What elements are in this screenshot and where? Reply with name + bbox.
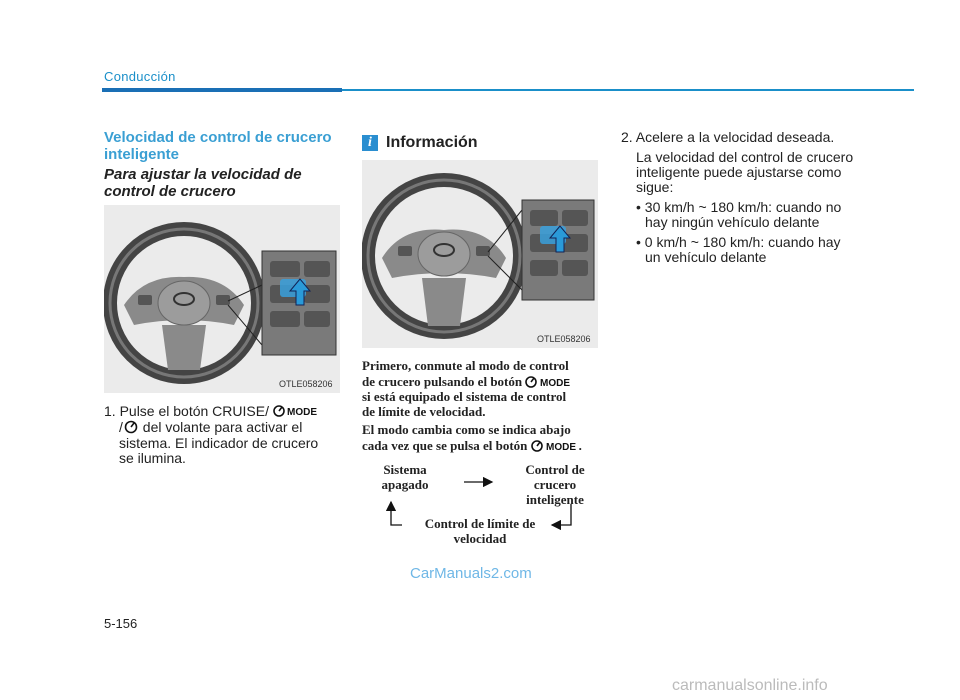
para1-text-b: de crucero pulsando el botón — [362, 374, 523, 389]
state-off-line1: Sistema — [383, 462, 427, 477]
step1-line3: sistema. El indicador de crucero — [119, 435, 319, 451]
info-icon: i — [362, 135, 378, 151]
step2-title: 2. Acelere a la velocidad deseada. — [621, 129, 835, 145]
para2-text-b: cada vez que se pulsa el botón — [362, 438, 528, 453]
subsection-heading: Para ajustar la velocidad de control de crucero — [104, 166, 302, 200]
step2-desc-line2: inteligente puede ajustarse como — [636, 164, 842, 180]
figure-code: OTLE058206 — [279, 379, 333, 389]
bullet1-line2: hay ningún vehículo delante — [645, 214, 820, 230]
para2-period: . — [578, 438, 582, 453]
watermark-link[interactable]: CarManuals2.com — [410, 565, 532, 582]
steering-wheel-icon — [362, 160, 598, 348]
steering-wheel-figure-middle — [362, 160, 598, 348]
info-title: Información — [386, 134, 478, 151]
state-off-line2: apagado — [381, 477, 429, 492]
state-scc-line1: Control de — [525, 462, 585, 477]
svg-text:MODE: MODE — [286, 407, 317, 418]
step1-text-a: 1. Pulse el botón CRUISE/ — [104, 403, 269, 420]
bullet2-line2: un vehículo delante — [645, 249, 767, 265]
cruise-mode-icon — [531, 439, 579, 456]
page-number: 5-156 — [104, 616, 138, 631]
para2-line2 — [362, 438, 582, 456]
steering-wheel-icon — [104, 205, 340, 393]
state-scc-line3: inteligente — [526, 492, 584, 507]
section-title: Conducción — [104, 69, 176, 84]
figure-code: OTLE058206 — [537, 334, 591, 344]
para2-line1: El modo cambia como se indica abajo — [362, 422, 571, 437]
state-limit-line1: Control de límite de — [424, 516, 536, 531]
steering-wheel-figure-left — [104, 205, 340, 393]
section-heading: Velocidad de control de crucero inteligente — [104, 129, 332, 163]
header-rule-light — [342, 89, 914, 91]
arrow-scc-to-limit — [552, 504, 571, 525]
mode-cycle-arrows — [360, 455, 600, 545]
bullet1-line1: • 30 km/h ~ 180 km/h: cuando no — [636, 199, 842, 215]
step2-desc-line3: sigue: — [636, 179, 674, 195]
step1-line4: se ilumina. — [119, 450, 186, 466]
state-scc-line2: crucero — [533, 477, 577, 492]
arrow-limit-to-off — [391, 502, 402, 525]
footer-watermark: carmanualsonline.info — [672, 677, 828, 694]
svg-text:MODE: MODE — [540, 377, 571, 389]
bullet2-line1: • 0 km/h ~ 180 km/h: cuando hay — [636, 234, 841, 250]
para1-line1: Primero, conmute al modo de control — [362, 358, 569, 373]
header-rule-dark — [102, 88, 342, 92]
step1-text-b: / — [119, 419, 123, 436]
svg-text:MODE: MODE — [545, 441, 576, 453]
state-limit-line2: velocidad — [453, 531, 507, 546]
para1-line3: si está equipado el sistema de control — [362, 389, 567, 404]
step2-desc-line1: La velocidad del control de crucero — [636, 149, 854, 165]
para1-line4: de límite de velocidad. — [362, 404, 486, 419]
step1-text-c: del volante para activar el — [138, 419, 303, 436]
